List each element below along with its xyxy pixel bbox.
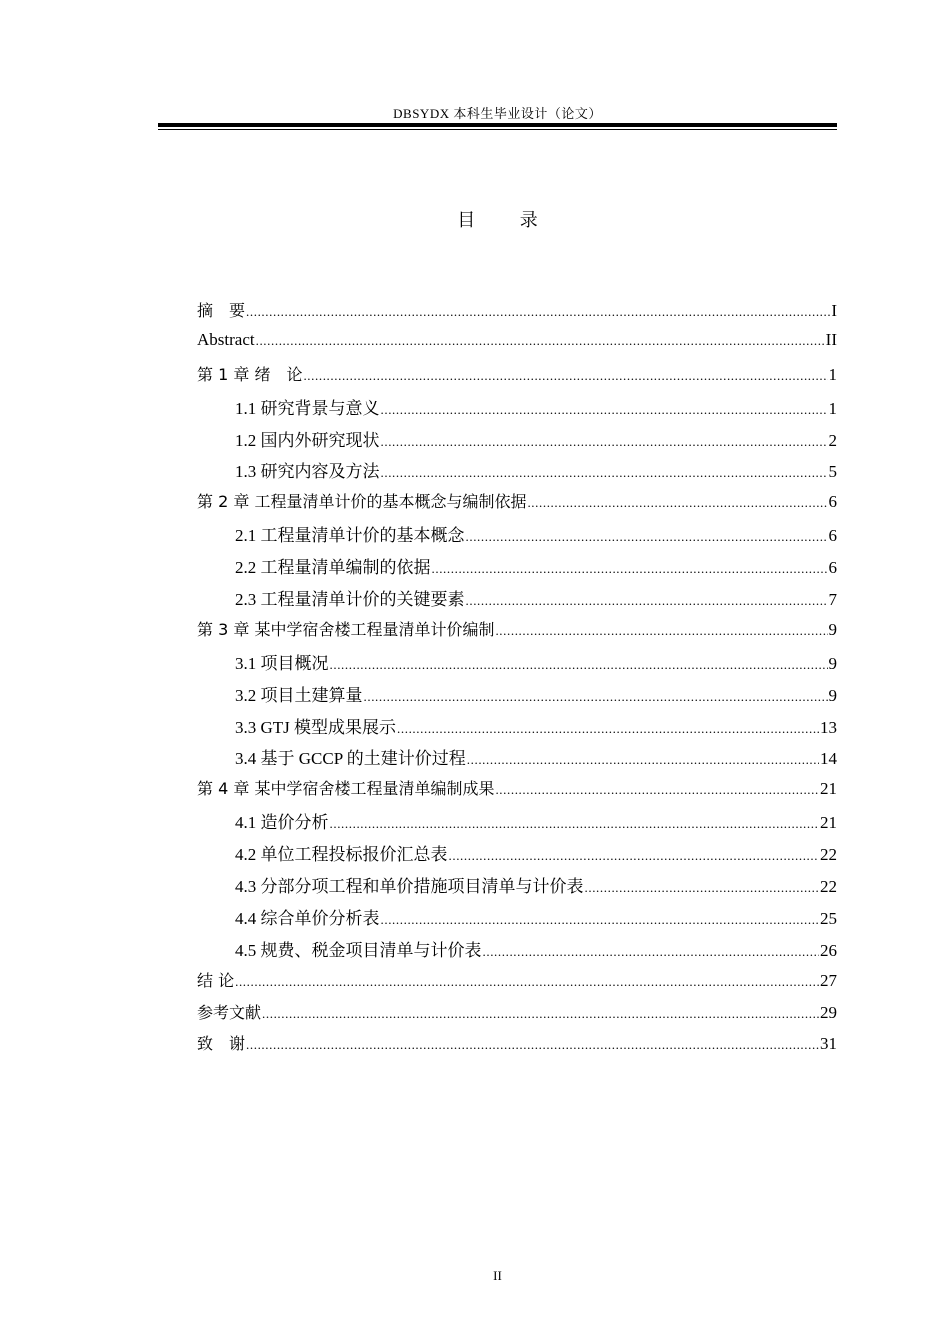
- toc-section-entry[interactable]: [197, 426, 837, 458]
- toc-entry-label: 第 1 章 绪 论: [197, 364, 303, 384]
- toc-entry-label: 结 论: [197, 970, 235, 990]
- toc-dot-leader: [585, 880, 820, 896]
- toc-entry-page: 6: [828, 492, 837, 512]
- toc-entry-page: 1: [828, 398, 837, 418]
- toc-entry-page: 21: [820, 813, 837, 833]
- toc-chapter-entry[interactable]: [197, 1031, 837, 1063]
- toc-dot-leader: [495, 623, 827, 639]
- toc-entry-page: 29: [820, 1002, 837, 1022]
- toc-section-entry[interactable]: [197, 585, 837, 617]
- page-header: DBSYDX 本科生毕业设计（论文）: [393, 106, 602, 121]
- toc-dot-leader: [495, 782, 819, 798]
- toc-dot-leader: [483, 944, 820, 960]
- toc-entry-page: 13: [820, 717, 837, 737]
- toc-entry-page: 27: [820, 970, 837, 990]
- toc-entry-page: 22: [820, 877, 837, 897]
- toc-dot-leader: [449, 848, 820, 864]
- toc-dot-leader: [364, 689, 828, 705]
- toc-section-entry[interactable]: [197, 808, 837, 840]
- toc-section-entry[interactable]: [197, 394, 837, 426]
- toc-section-entry[interactable]: [197, 840, 837, 872]
- toc-chapter-entry[interactable]: [197, 489, 837, 521]
- toc-chapter-entry[interactable]: [197, 330, 837, 362]
- toc-entry-label: 4.2 单位工程投标报价汇总表: [235, 845, 448, 865]
- toc-section-entry[interactable]: [197, 521, 837, 553]
- toc-entry-page: II: [825, 329, 837, 349]
- toc-entry-label: 致 谢: [197, 1034, 246, 1054]
- toc-entry-page: 31: [820, 1034, 837, 1054]
- toc-entry-page: 5: [828, 462, 837, 482]
- toc-section-entry[interactable]: [197, 649, 837, 681]
- toc-entry-page: 26: [820, 940, 837, 960]
- toc-entry-label: 3.4 基于 GCCP 的土建计价过程: [235, 749, 466, 769]
- toc-dot-leader: [466, 529, 828, 545]
- toc-entry-label: 2.2 工程量清单编制的依据: [235, 558, 431, 578]
- toc-chapter-entry[interactable]: [197, 968, 837, 1000]
- toc-entry-label: 2.1 工程量清单计价的基本概念: [235, 526, 465, 546]
- toc-chapter-entry[interactable]: [197, 1000, 837, 1032]
- toc-dot-leader: [235, 974, 819, 990]
- toc-title: 目 录: [457, 210, 558, 230]
- toc-section-entry[interactable]: [197, 744, 837, 776]
- toc-entry-label: 4.4 综合单价分析表: [235, 908, 380, 928]
- toc-dot-leader: [330, 657, 828, 673]
- toc-entry-page: 14: [820, 749, 837, 769]
- toc-entry-label: 1.3 研究内容及方法: [235, 462, 380, 482]
- toc-dot-leader: [527, 495, 827, 511]
- toc-section-entry[interactable]: [197, 872, 837, 904]
- toc-entry-label: 第 2 章 工程量清单计价的基本概念与编制依据: [197, 492, 527, 512]
- toc-entry-label: 1.2 国内外研究现状: [235, 430, 380, 450]
- page-number: II: [493, 1268, 502, 1283]
- toc-entry-label: Abstract: [197, 329, 255, 349]
- toc-section-entry[interactable]: [197, 553, 837, 585]
- toc-entry-label: 第 4 章 某中学宿舍楼工程量清单编制成果: [197, 779, 495, 799]
- header-rule-thick: [158, 123, 837, 127]
- toc-entry-label: 2.3 工程量清单计价的关键要素: [235, 590, 465, 610]
- toc-section-entry[interactable]: [197, 904, 837, 936]
- toc-dot-leader: [397, 721, 819, 737]
- toc-entry-label: 第 3 章 某中学宿舍楼工程量清单计价编制: [197, 619, 495, 639]
- toc-entry-page: 1: [828, 364, 837, 384]
- toc-chapter-entry[interactable]: [197, 776, 837, 808]
- toc-section-entry[interactable]: [197, 936, 837, 968]
- toc-section-entry[interactable]: [197, 681, 837, 713]
- toc-dot-leader: [303, 368, 827, 384]
- toc-entry-page: 6: [828, 526, 837, 546]
- toc-entry-page: 25: [820, 908, 837, 928]
- toc-entry-label: 4.3 分部分项工程和单价措施项目清单与计价表: [235, 877, 584, 897]
- toc-dot-leader: [246, 1037, 819, 1053]
- toc-dot-leader: [381, 402, 828, 418]
- toc-entry-page: I: [831, 301, 837, 320]
- toc-entry-page: 9: [828, 619, 837, 639]
- toc-dot-leader: [432, 561, 828, 577]
- toc-entry-page: 7: [828, 590, 837, 610]
- toc-dot-leader: [381, 434, 828, 450]
- toc-dot-leader: [467, 752, 819, 768]
- toc-entry-label: 1.1 研究背景与意义: [235, 398, 380, 418]
- toc-entry-page: 2: [828, 430, 837, 450]
- toc-dot-leader: [381, 912, 820, 928]
- toc-dot-leader: [466, 593, 828, 609]
- header-rule-thin: [158, 129, 837, 130]
- toc-entry-page: 9: [828, 685, 837, 705]
- toc-section-entry[interactable]: [197, 457, 837, 489]
- table-of-contents: [197, 298, 837, 1063]
- toc-entry-label: 3.2 项目土建算量: [235, 685, 363, 705]
- toc-entry-label: 3.1 项目概况: [235, 653, 329, 673]
- toc-chapter-entry[interactable]: [197, 362, 837, 394]
- toc-entry-label: 3.3 GTJ 模型成果展示: [235, 717, 397, 737]
- toc-entry-page: 22: [820, 845, 837, 865]
- toc-dot-leader: [256, 333, 825, 349]
- toc-entry-label: 摘 要: [197, 301, 246, 320]
- toc-section-entry[interactable]: [197, 713, 837, 745]
- toc-entry-label: 参考文献: [197, 1002, 262, 1022]
- toc-chapter-entry[interactable]: [197, 617, 837, 649]
- toc-chapter-entry[interactable]: [197, 298, 837, 330]
- toc-dot-leader: [330, 816, 820, 832]
- toc-dot-leader: [381, 465, 828, 481]
- toc-dot-leader: [246, 304, 830, 320]
- toc-entry-page: 9: [828, 653, 837, 673]
- toc-entry-label: 4.5 规费、税金项目清单与计价表: [235, 940, 482, 960]
- toc-entry-page: 21: [820, 779, 837, 799]
- toc-entry-label: 4.1 造价分析: [235, 813, 329, 833]
- toc-entry-page: 6: [828, 558, 837, 578]
- toc-dot-leader: [262, 1006, 819, 1022]
